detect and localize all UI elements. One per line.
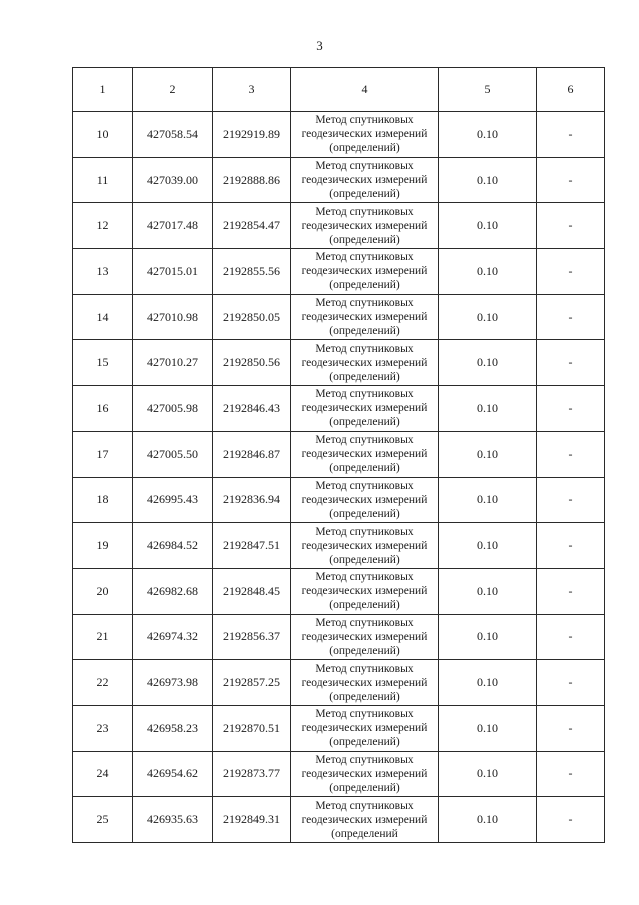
accuracy-cell: 0.10 [439, 705, 537, 751]
method-line: (определений) [329, 188, 400, 201]
table-row [73, 751, 605, 797]
table-row [73, 477, 605, 523]
method-line: (определений) [329, 736, 400, 749]
method-line: геодезических измерений [301, 174, 428, 187]
description-cell: - [537, 294, 605, 340]
point-number-cell: 17 [73, 431, 133, 477]
method-line: (определений) [329, 462, 400, 475]
method-line: Метод спутниковых [315, 205, 414, 218]
method-line: (определений [331, 827, 398, 840]
y-coordinate-cell: 2192850.56 [213, 340, 291, 386]
table-row [73, 705, 605, 751]
y-coordinate-cell: 2192849.31 [213, 797, 291, 843]
method-line: Метод спутниковых [315, 342, 414, 355]
method-line: (определений) [329, 644, 400, 657]
method-line: (определений) [329, 507, 400, 520]
method-line: (определений) [329, 553, 400, 566]
method-line: геодезических измерений [301, 402, 428, 415]
accuracy-cell: 0.10 [439, 157, 537, 203]
method-line: (определений) [329, 325, 400, 338]
method-line: (определений) [329, 416, 400, 429]
method-line: геодезических измерений [301, 493, 428, 506]
method-line: Метод спутниковых [315, 434, 414, 447]
x-coordinate-cell: 426973.98 [133, 660, 213, 706]
table-row [73, 112, 605, 158]
method-line: Метод спутниковых [315, 525, 414, 538]
table-row [73, 386, 605, 432]
method-cell [291, 660, 439, 706]
method-line: геодезических измерений [301, 356, 428, 369]
description-cell: - [537, 203, 605, 249]
accuracy-cell: 0.10 [439, 431, 537, 477]
method-line: геодезических измерений [301, 813, 428, 826]
point-number-cell: 19 [73, 523, 133, 569]
method-cell [291, 751, 439, 797]
accuracy-cell: 0.10 [439, 614, 537, 660]
table-row [73, 340, 605, 386]
point-number-cell: 12 [73, 203, 133, 249]
description-cell: - [537, 751, 605, 797]
accuracy-cell: 0.10 [439, 340, 537, 386]
y-coordinate-cell: 2192836.94 [213, 477, 291, 523]
point-number-cell: 23 [73, 705, 133, 751]
method-line: (определений) [329, 690, 400, 703]
x-coordinate-cell: 427010.98 [133, 294, 213, 340]
description-cell: - [537, 112, 605, 158]
point-number-cell: 20 [73, 568, 133, 614]
y-coordinate-cell: 2192850.05 [213, 294, 291, 340]
x-coordinate-cell: 426958.23 [133, 705, 213, 751]
method-cell [291, 614, 439, 660]
method-line: Метод спутниковых [315, 799, 414, 812]
method-line: геодезических измерений [301, 676, 428, 689]
header-cell: 3 [213, 68, 291, 112]
method-line: геодезических измерений [301, 219, 428, 232]
table-row [73, 431, 605, 477]
x-coordinate-cell: 426995.43 [133, 477, 213, 523]
method-line: Метод спутниковых [315, 753, 414, 766]
table-header-row [73, 68, 605, 112]
table-body [73, 68, 605, 843]
point-number-cell: 11 [73, 157, 133, 203]
method-line: (определений) [329, 233, 400, 246]
description-cell: - [537, 523, 605, 569]
method-line: геодезических измерений [301, 311, 428, 324]
accuracy-cell: 0.10 [439, 294, 537, 340]
method-line: геодезических измерений [301, 630, 428, 643]
method-line: геодезических измерений [301, 128, 428, 141]
table-row [73, 660, 605, 706]
method-cell [291, 203, 439, 249]
method-cell [291, 568, 439, 614]
accuracy-cell: 0.10 [439, 477, 537, 523]
y-coordinate-cell: 2192855.56 [213, 249, 291, 295]
table-row [73, 523, 605, 569]
page-number: 3 [316, 38, 323, 53]
method-line: Метод спутниковых [315, 114, 414, 127]
method-line: Метод спутниковых [315, 479, 414, 492]
point-number-cell: 18 [73, 477, 133, 523]
y-coordinate-cell: 2192854.47 [213, 203, 291, 249]
x-coordinate-cell: 426984.52 [133, 523, 213, 569]
method-line: геодезических измерений [301, 448, 428, 461]
method-line: Метод спутниковых [315, 616, 414, 629]
table-row [73, 614, 605, 660]
method-line: Метод спутниковых [315, 251, 414, 264]
y-coordinate-cell: 2192856.37 [213, 614, 291, 660]
method-cell [291, 386, 439, 432]
y-coordinate-cell: 2192919.89 [213, 112, 291, 158]
method-cell [291, 797, 439, 843]
description-cell: - [537, 431, 605, 477]
x-coordinate-cell: 427039.00 [133, 157, 213, 203]
method-line: (определений) [329, 781, 400, 794]
method-cell [291, 477, 439, 523]
method-line: геодезических измерений [301, 585, 428, 598]
y-coordinate-cell: 2192846.87 [213, 431, 291, 477]
header-cell: 5 [439, 68, 537, 112]
x-coordinate-cell: 426954.62 [133, 751, 213, 797]
table-row [73, 797, 605, 843]
accuracy-cell: 0.10 [439, 568, 537, 614]
method-cell [291, 249, 439, 295]
description-cell: - [537, 614, 605, 660]
description-cell: - [537, 568, 605, 614]
x-coordinate-cell: 426974.32 [133, 614, 213, 660]
method-line: Метод спутниковых [315, 388, 414, 401]
method-line: геодезических измерений [301, 539, 428, 552]
y-coordinate-cell: 2192846.43 [213, 386, 291, 432]
method-line: Метод спутниковых [315, 708, 414, 721]
table-row [73, 294, 605, 340]
method-line: (определений) [329, 370, 400, 383]
description-cell: - [537, 660, 605, 706]
method-cell [291, 340, 439, 386]
table-row [73, 249, 605, 295]
method-cell [291, 705, 439, 751]
x-coordinate-cell: 427058.54 [133, 112, 213, 158]
method-line: геодезических измерений [301, 722, 428, 735]
accuracy-cell: 0.10 [439, 523, 537, 569]
accuracy-cell: 0.10 [439, 249, 537, 295]
y-coordinate-cell: 2192847.51 [213, 523, 291, 569]
accuracy-cell: 0.10 [439, 660, 537, 706]
method-line: Метод спутниковых [315, 160, 414, 173]
header-cell: 4 [291, 68, 439, 112]
description-cell: - [537, 386, 605, 432]
point-number-cell: 15 [73, 340, 133, 386]
point-number-cell: 16 [73, 386, 133, 432]
description-cell: - [537, 477, 605, 523]
method-cell [291, 112, 439, 158]
method-line: (определений) [329, 279, 400, 292]
description-cell: - [537, 157, 605, 203]
point-number-cell: 14 [73, 294, 133, 340]
method-line: Метод спутниковых [315, 662, 414, 675]
method-cell [291, 157, 439, 203]
header-cell: 6 [537, 68, 605, 112]
x-coordinate-cell: 427010.27 [133, 340, 213, 386]
table-row [73, 568, 605, 614]
header-cell: 2 [133, 68, 213, 112]
method-line: (определений) [329, 142, 400, 155]
point-number-cell: 13 [73, 249, 133, 295]
point-number-cell: 25 [73, 797, 133, 843]
description-cell: - [537, 249, 605, 295]
y-coordinate-cell: 2192857.25 [213, 660, 291, 706]
method-line: геодезических измерений [301, 265, 428, 278]
y-coordinate-cell: 2192848.45 [213, 568, 291, 614]
method-line: геодезических измерений [301, 767, 428, 780]
y-coordinate-cell: 2192888.86 [213, 157, 291, 203]
accuracy-cell: 0.10 [439, 797, 537, 843]
accuracy-cell: 0.10 [439, 386, 537, 432]
description-cell: - [537, 705, 605, 751]
point-number-cell: 21 [73, 614, 133, 660]
method-line: Метод спутниковых [315, 297, 414, 310]
y-coordinate-cell: 2192870.51 [213, 705, 291, 751]
table-row [73, 157, 605, 203]
coordinates-table [72, 67, 605, 843]
point-number-cell: 24 [73, 751, 133, 797]
method-cell [291, 523, 439, 569]
description-cell: - [537, 340, 605, 386]
description-cell: - [537, 797, 605, 843]
x-coordinate-cell: 427015.01 [133, 249, 213, 295]
accuracy-cell: 0.10 [439, 203, 537, 249]
accuracy-cell: 0.10 [439, 751, 537, 797]
x-coordinate-cell: 427017.48 [133, 203, 213, 249]
x-coordinate-cell: 426935.63 [133, 797, 213, 843]
method-cell [291, 431, 439, 477]
point-number-cell: 22 [73, 660, 133, 706]
method-cell [291, 294, 439, 340]
point-number-cell: 10 [73, 112, 133, 158]
accuracy-cell: 0.10 [439, 112, 537, 158]
x-coordinate-cell: 426982.68 [133, 568, 213, 614]
y-coordinate-cell: 2192873.77 [213, 751, 291, 797]
header-cell: 1 [73, 68, 133, 112]
x-coordinate-cell: 427005.98 [133, 386, 213, 432]
x-coordinate-cell: 427005.50 [133, 431, 213, 477]
method-line: (определений) [329, 599, 400, 612]
table-row [73, 203, 605, 249]
method-line: Метод спутниковых [315, 571, 414, 584]
